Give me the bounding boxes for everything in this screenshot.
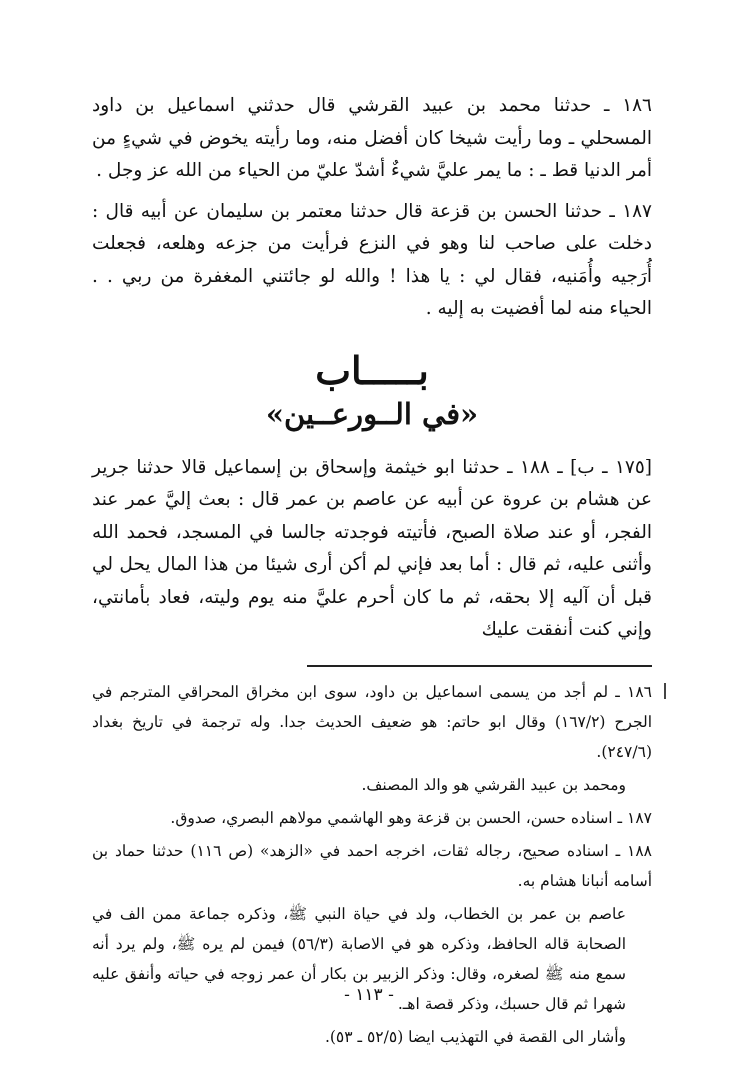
footnote-187: ١٨٧ ـ اسناده حسن، الحسن بن قزعة وهو الهاشمي مولاهم البصري، صدوق. bbox=[170, 808, 652, 827]
chapter-heading bbox=[92, 348, 652, 434]
footnote-separator bbox=[307, 665, 652, 667]
chapter-subtitle: «في الــورعــين» bbox=[265, 396, 479, 431]
hadith-186: ١٨٦ ـ حدثنا محمد بن عبيد القرشي قال حدثني اسماعيل بن داود المسحلي ـ وما رأيت شيخا كان أفضل منه، وما رأيته يخوض في شيءٍ من أمر الدنيا قط ـ : ما يمر عليَّ شيءٌ أشدّ عليّ من الحياء من الله عز وجل . bbox=[92, 95, 652, 181]
hadith-188: [١٧٥ ـ ب] ـ ١٨٨ ـ حدثنا ابو خيثمة وإسحاق بن إسماعيل قالا حدثنا جرير عن هشام بن عروة عن أبيه عن عاصم بن عمر قال : بعث إليَّ عمر عند الفجر، أو عند صلاة الصبح، فأتيته فوجدته جالسا في المسجد، فحمد الله وأثنى عليه، ثم قال : أما بعد فإني لم أكن أرى شيئا من هذا المال يحل لي قبل أن آليه إلا بحقه، ثم ما كان أحرم عليَّ منه يوم وليته، فعاد بأمانتي، وإني كنت أنفقت عليك bbox=[92, 456, 652, 640]
page-number: - ١١٣ - bbox=[344, 985, 394, 1005]
footnote-186: ١٨٦ ـ لم أجد من يسمى اسماعيل بن داود، سوى ابن مخراق المحراقي المترجم في الجرح (١٦٧/٢) وقال ابو حاتم: هو ضعيف الحديث جدا. وله ترجمة في تاريخ بغداد (٢٤٧/٦). bbox=[92, 682, 652, 761]
footnote-186-note: ومحمد بن عبيد القرشي هو والد المصنف. bbox=[361, 775, 626, 794]
footnote-188-note: عاصم بن عمر بن الخطاب، ولد في حياة النبي ﷺ، وذكره جماعة ممن الف في الصحابة قاله الحافظ، وذكره هو في الاصابة (٥٦/٣) فيمن لم يره ﷺ، ولم يرد أنه سمع منه ﷺ لصغره، وقال: وذكر الزبير بن بكار أن عمر زوجه في حياته وأنفق عليه شهرا ثم قال حسبك، وذكر قصة اهـ. bbox=[92, 904, 627, 1013]
chapter-title: بـــــاب bbox=[315, 347, 429, 393]
margin-mark bbox=[664, 683, 666, 699]
footnote-188-ref: وأشار الى القصة في التهذيب ايضا (٥٢/٥ ـ ٥٣). bbox=[324, 1027, 626, 1046]
footnote-188: ١٨٨ ـ اسناده صحيح، رجاله ثقات، اخرجه احمد في «الزهد» (ص ١١٦) حدثنا حماد بن أسامه أنبانا هشام به. bbox=[92, 841, 652, 890]
hadith-187: ١٨٧ ـ حدثنا الحسن بن قزعة قال حدثنا معتمر بن سليمان عن أبيه قال : دخلت على صاحب لنا وهو في النزع فرأيت من جزعه وهلعه، فجعلت أُرَجيه وأُمَنيه، فقال لي : يا هذا ! والله لو جائتني المغفرة من ربي . . الحياء منه لما أفضيت به إليه . bbox=[92, 200, 652, 319]
